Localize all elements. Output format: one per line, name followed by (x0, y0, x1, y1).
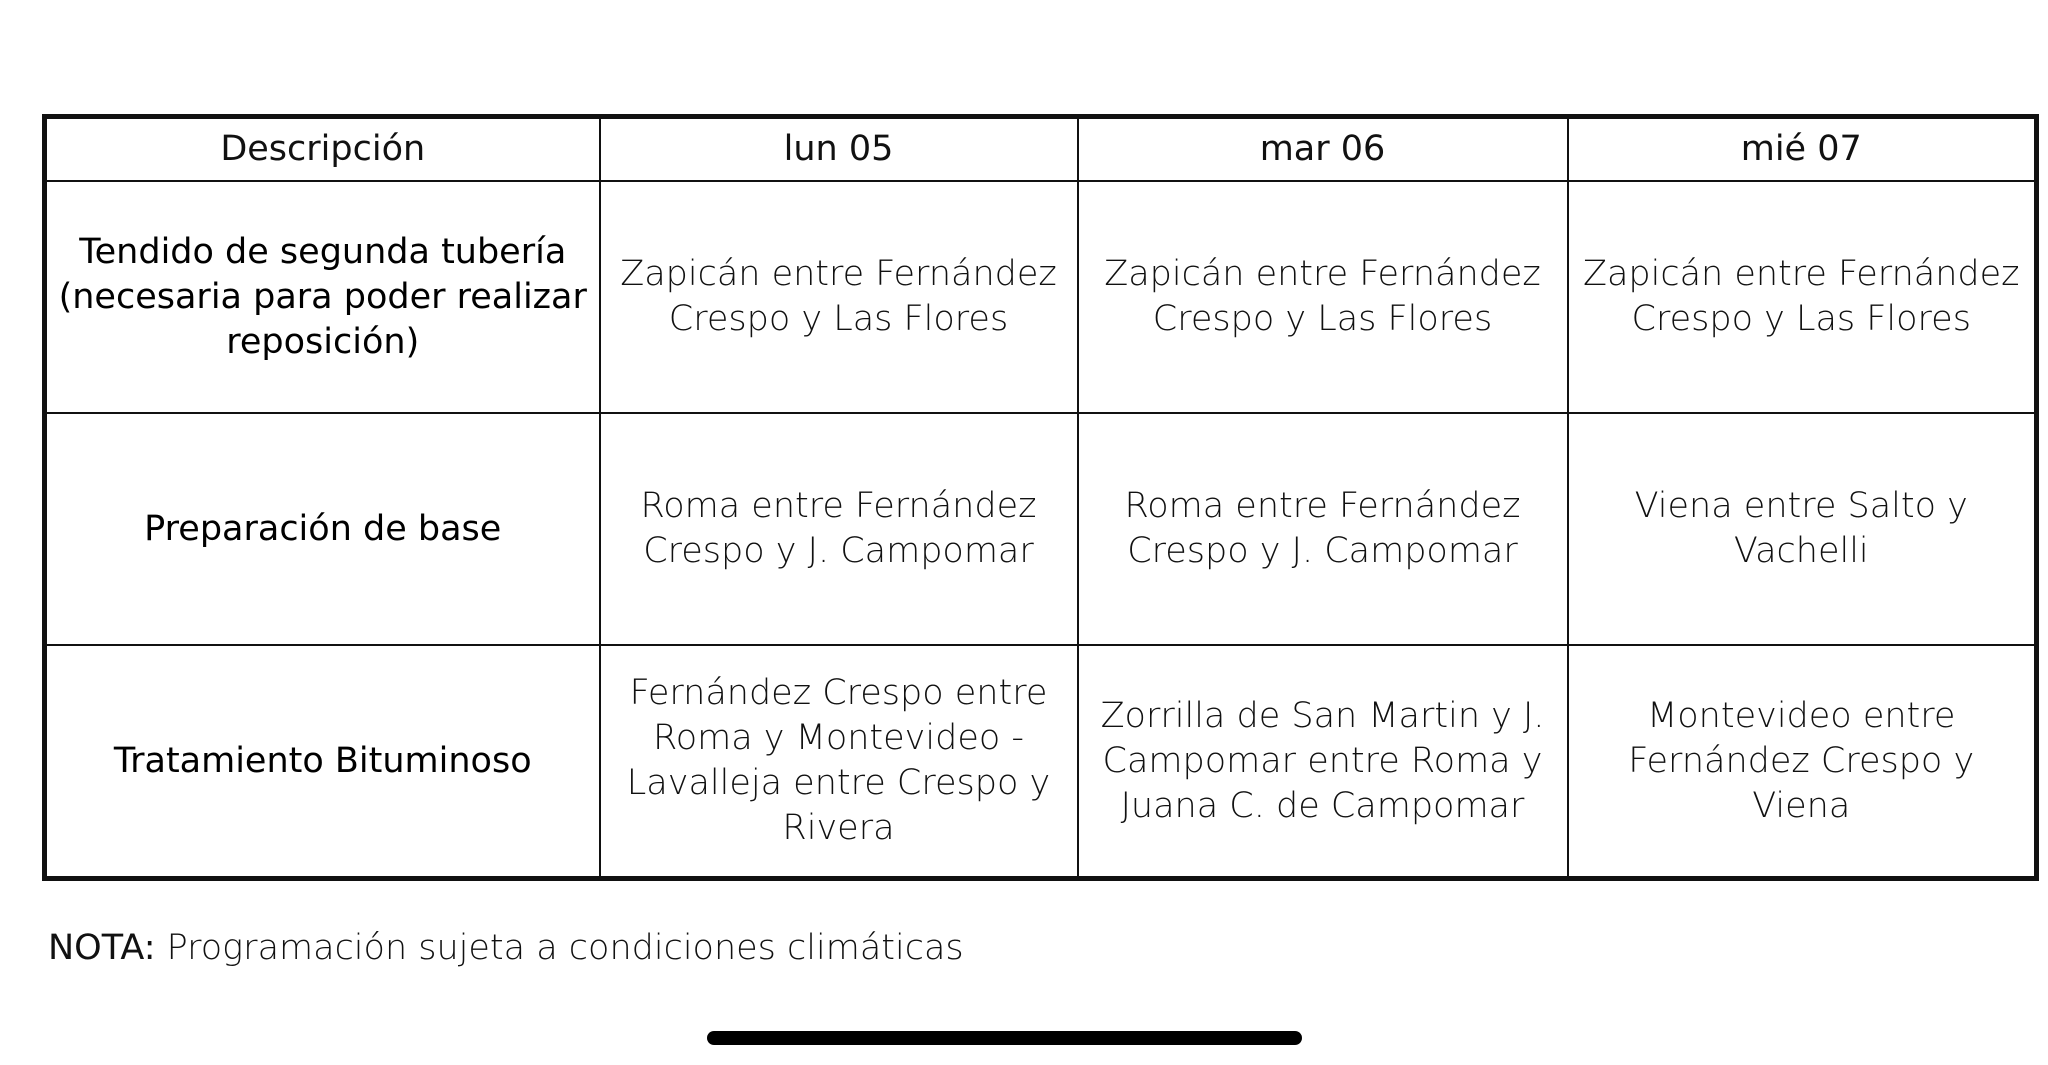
home-indicator[interactable] (707, 1031, 1302, 1045)
header-day-mie: mié 07 (1568, 117, 2037, 182)
header-description: Descripción (45, 117, 600, 182)
table-row (45, 645, 2037, 879)
table-cell: Zapicán entre Fernández Crespo y Las Flores (600, 181, 1078, 413)
table-cell: Montevideo entre Fernández Crespo y Viena (1568, 645, 2037, 879)
row-description: Tendido de segunda tubería (necesaria para poder realizar reposición) (45, 181, 600, 413)
row-description: Tratamiento Bituminoso (45, 645, 600, 879)
table-cell: Zapicán entre Fernández Crespo y Las Flores (1568, 181, 2037, 413)
header-day-mar: mar 06 (1078, 117, 1568, 182)
table-row (45, 413, 2037, 645)
note-text: Programación sujeta a condiciones climáticas (166, 928, 964, 968)
note-label: NOTA: (48, 928, 156, 968)
schedule-table (42, 114, 2039, 881)
table-cell: Zapicán entre Fernández Crespo y Las Flores (1078, 181, 1568, 413)
table-cell: Viena entre Salto y Vachelli (1568, 413, 2037, 645)
note (48, 926, 964, 971)
table-cell: Roma entre Fernández Crespo y J. Campomar (1078, 413, 1568, 645)
header-row (45, 117, 2037, 182)
header-day-lun: lun 05 (600, 117, 1078, 182)
table-row (45, 181, 2037, 413)
row-description: Preparación de base (45, 413, 600, 645)
table-cell: Zorrilla de San Martin y J. Campomar entre Roma y Juana C. de Campomar (1078, 645, 1568, 879)
table-cell: Fernández Crespo entre Roma y Montevideo - Lavalleja entre Crespo y Rivera (600, 645, 1078, 879)
table-cell: Roma entre Fernández Crespo y J. Campomar (600, 413, 1078, 645)
